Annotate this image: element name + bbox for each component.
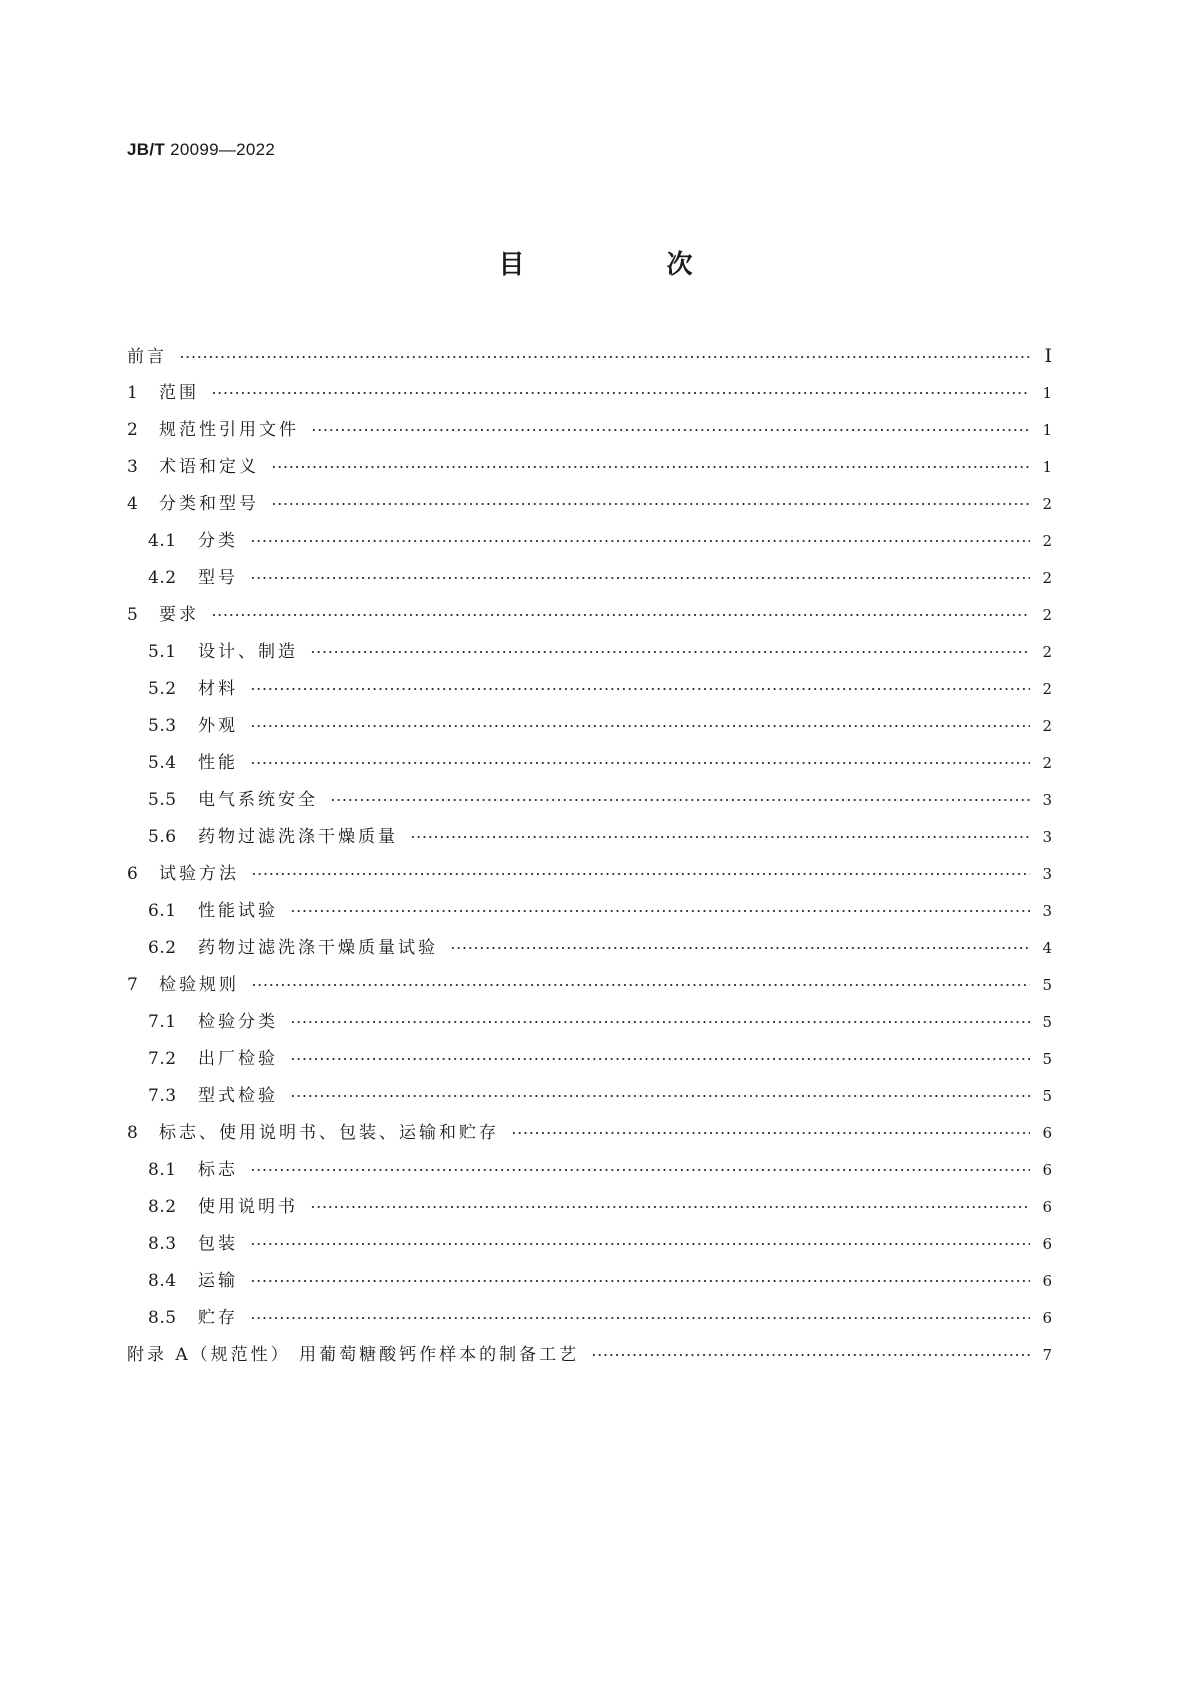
- toc-entry[interactable]: [127, 1300, 1052, 1337]
- toc-entry-label: 电气系统安全: [198, 790, 318, 810]
- toc-dot-leader: [250, 1317, 1030, 1319]
- toc-entry-page: 6: [1042, 1124, 1052, 1142]
- toc-entry-number: 8.2: [148, 1197, 177, 1217]
- toc-entry-label: 性能: [198, 753, 238, 773]
- toc-entry[interactable]: [127, 782, 1052, 819]
- toc-entry-page: 2: [1042, 643, 1052, 661]
- toc-entry[interactable]: [127, 1041, 1052, 1078]
- toc-dot-leader: [250, 577, 1030, 579]
- toc-entry-number: 8.5: [148, 1308, 177, 1328]
- toc-entry-label: 药物过滤洗涤干燥质量试验: [198, 938, 438, 958]
- toc-entry[interactable]: [127, 1078, 1052, 1115]
- toc-entry[interactable]: [127, 1337, 1052, 1374]
- toc-entry-page: 2: [1042, 569, 1052, 587]
- toc-entry-label: 规范性引用文件: [159, 420, 299, 440]
- toc-entry-page: 3: [1042, 865, 1052, 883]
- toc-entry-page: 6: [1042, 1272, 1052, 1290]
- toc-entry[interactable]: [127, 856, 1052, 893]
- toc-entry-page: 1: [1042, 384, 1052, 402]
- toc-entry-number: 8.4: [148, 1271, 177, 1291]
- toc-dot-leader: [330, 799, 1030, 801]
- toc-entry-number: 7.3: [148, 1086, 177, 1106]
- toc-entry-label: 药物过滤洗涤干燥质量: [198, 827, 398, 847]
- toc-entry-number: 7.2: [148, 1049, 177, 1069]
- toc-entry-page: 4: [1042, 939, 1052, 957]
- toc-entry-page: 6: [1042, 1309, 1052, 1327]
- toc-dot-leader: [250, 762, 1030, 764]
- toc-entry-number: 4.1: [148, 531, 177, 551]
- toc-entry-number: 8: [127, 1123, 139, 1143]
- toc-entry-label: 分类: [198, 531, 238, 551]
- toc-entry-page: 6: [1042, 1198, 1052, 1216]
- toc-dot-leader: [310, 1206, 1030, 1208]
- toc-dot-leader: [211, 392, 1030, 394]
- toc-dot-leader: [311, 429, 1030, 431]
- toc-dot-leader: [211, 614, 1030, 616]
- toc-entry[interactable]: [127, 1263, 1052, 1300]
- toc-entry-label: 型式检验: [198, 1086, 278, 1106]
- toc-dot-leader: [310, 651, 1030, 653]
- toc-entry-label: 检验分类: [198, 1012, 278, 1032]
- toc-dot-leader: [250, 725, 1030, 727]
- table-of-contents: [127, 338, 1052, 1374]
- toc-entry-page: 5: [1042, 1087, 1052, 1105]
- toc-entry-label: 分类和型号: [159, 494, 259, 514]
- toc-entry-page: 2: [1042, 754, 1052, 772]
- toc-dot-leader: [250, 1243, 1030, 1245]
- document-code-prefix: JB/T: [127, 140, 166, 159]
- toc-dot-leader: [290, 1095, 1030, 1097]
- toc-entry-page: 3: [1042, 902, 1052, 920]
- toc-dot-leader: [410, 836, 1030, 838]
- toc-entry-page: 6: [1042, 1161, 1052, 1179]
- toc-entry-number: 8.3: [148, 1234, 177, 1254]
- toc-dot-leader: [271, 466, 1030, 468]
- toc-entry-number: 7: [127, 975, 139, 995]
- toc-entry-label: 使用说明书: [198, 1197, 298, 1217]
- toc-entry-number: 5.5: [148, 790, 177, 810]
- toc-entry-page: 3: [1042, 791, 1052, 809]
- toc-dot-leader: [511, 1132, 1030, 1134]
- toc-entry-label: 外观: [198, 716, 238, 736]
- toc-dot-leader: [251, 873, 1030, 875]
- toc-entry-label: 术语和定义: [159, 457, 259, 477]
- toc-entry-page: 2: [1042, 495, 1052, 513]
- toc-entry[interactable]: [127, 1004, 1052, 1041]
- toc-dot-leader: [450, 947, 1030, 949]
- toc-entry[interactable]: [127, 412, 1052, 449]
- toc-entry-label: 运输: [198, 1271, 238, 1291]
- toc-dot-leader: [250, 1280, 1030, 1282]
- toc-entry-number: 2: [127, 420, 139, 440]
- toc-entry-label: 设计、制造: [198, 642, 298, 662]
- toc-dot-leader: [271, 503, 1030, 505]
- toc-entry-number: 4: [127, 494, 139, 514]
- toc-entry-label: 包装: [198, 1234, 238, 1254]
- toc-entry-label: 性能试验: [198, 901, 278, 921]
- toc-entry-label: 标志: [198, 1160, 238, 1180]
- toc-entry[interactable]: [127, 1152, 1052, 1189]
- toc-entry-label: 型号: [198, 568, 238, 588]
- toc-entry-number: 5.1: [148, 642, 177, 662]
- toc-entry[interactable]: [127, 930, 1052, 967]
- toc-dot-leader: [591, 1354, 1030, 1356]
- toc-entry-number: 1: [127, 383, 139, 403]
- toc-entry-page: 1: [1042, 458, 1052, 476]
- toc-entry-number: 5: [127, 605, 139, 625]
- toc-entry-label: 试验方法: [159, 864, 239, 884]
- toc-entry-label: 附录 A（规范性） 用葡萄糖酸钙作样本的制备工艺: [127, 1345, 580, 1365]
- toc-entry-page: 6: [1042, 1235, 1052, 1253]
- toc-entry[interactable]: [127, 560, 1052, 597]
- toc-entry-page: 5: [1042, 1050, 1052, 1068]
- toc-entry-page: 2: [1042, 606, 1052, 624]
- toc-entry[interactable]: [127, 708, 1052, 745]
- toc-entry-label: 标志、使用说明书、包装、运输和贮存: [159, 1123, 499, 1143]
- toc-entry-number: 5.2: [148, 679, 177, 699]
- toc-dot-leader: [250, 688, 1030, 690]
- toc-entry-number: 7.1: [148, 1012, 177, 1032]
- toc-entry[interactable]: [127, 745, 1052, 782]
- toc-entry-number: 6: [127, 864, 139, 884]
- toc-entry[interactable]: [127, 893, 1052, 930]
- toc-entry[interactable]: [127, 1115, 1052, 1152]
- toc-entry-number: 8.1: [148, 1160, 177, 1180]
- toc-dot-leader: [250, 1169, 1030, 1171]
- toc-dot-leader: [251, 984, 1030, 986]
- toc-entry-page: 5: [1042, 976, 1052, 994]
- toc-entry-number: 4.2: [148, 568, 177, 588]
- toc-entry[interactable]: [127, 967, 1052, 1004]
- toc-entry[interactable]: [127, 1226, 1052, 1263]
- document-code: [127, 140, 275, 160]
- toc-entry-label: 要求: [159, 605, 199, 625]
- toc-entry-page: 1: [1042, 421, 1052, 439]
- toc-entry-page: 2: [1042, 532, 1052, 550]
- toc-entry-page: 5: [1042, 1013, 1052, 1031]
- toc-entry-label: 检验规则: [159, 975, 239, 995]
- toc-entry[interactable]: [127, 597, 1052, 634]
- toc-entry[interactable]: [127, 1189, 1052, 1226]
- page-title: 目 次: [498, 250, 751, 280]
- toc-entry-label: 材料: [198, 679, 238, 699]
- toc-entry[interactable]: [127, 819, 1052, 856]
- toc-dot-leader: [179, 356, 1030, 358]
- toc-entry[interactable]: [127, 449, 1052, 486]
- toc-entry[interactable]: [127, 634, 1052, 671]
- toc-entry-label: 贮存: [198, 1308, 238, 1328]
- toc-entry-label: 出厂检验: [198, 1049, 278, 1069]
- toc-entry-page: 2: [1042, 717, 1052, 735]
- toc-entry-page: 2: [1042, 680, 1052, 698]
- toc-dot-leader: [290, 1021, 1030, 1023]
- document-code-number: 20099—2022: [170, 140, 276, 159]
- toc-entry[interactable]: [127, 375, 1052, 412]
- toc-dot-leader: [250, 540, 1030, 542]
- toc-entry-number: 6.1: [148, 901, 177, 921]
- toc-entry[interactable]: [127, 486, 1052, 523]
- toc-entry-page: 7: [1042, 1346, 1052, 1364]
- toc-entry[interactable]: [127, 671, 1052, 708]
- toc-entry-number: 5.4: [148, 753, 177, 773]
- toc-dot-leader: [290, 910, 1030, 912]
- toc-entry-label: 前言: [127, 347, 167, 367]
- toc-entry-number: 6.2: [148, 938, 177, 958]
- toc-entry-number: 5.6: [148, 827, 177, 847]
- toc-dot-leader: [290, 1058, 1030, 1060]
- toc-entry[interactable]: [127, 338, 1052, 375]
- toc-entry-page: Ⅰ: [1044, 345, 1052, 367]
- toc-entry-number: 3: [127, 457, 139, 477]
- toc-entry[interactable]: [127, 523, 1052, 560]
- toc-entry-page: 3: [1042, 828, 1052, 846]
- toc-entry-label: 范围: [159, 383, 199, 403]
- toc-entry-number: 5.3: [148, 716, 177, 736]
